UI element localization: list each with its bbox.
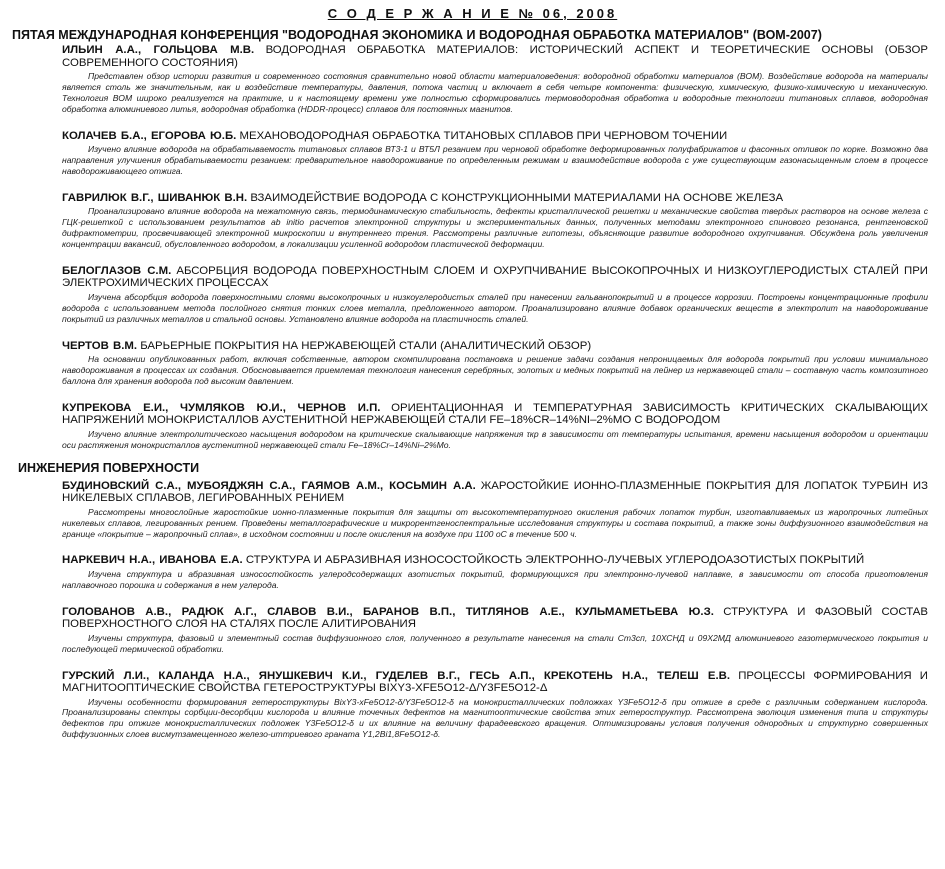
article-authors: БЕЛОГЛАЗОВ С.М. [62,264,172,277]
article-authors: НАРКЕВИЧ Н.А., ИВАНОВА Е.А. [62,554,243,567]
article-abstract: Изучено влияние водорода на обрабатываемость титановых сплавов ВТ3-1 и ВТ5Л резанием при черновой обработке деформированных полуфабрикатов и фасонных отливок по корке. Возможно два направления улучшения обрабатываемости резанием: предварительное наводороживание по определенным режимам и взаимодействие водорода с уже существующим газонасыщенным слоем в процессе наводороживающего отжига. [62,144,928,176]
section-title-conference: ПЯТАЯ МЕЖДУНАРОДНАЯ КОНФЕРЕНЦИЯ "ВОДОРОДНАЯ ЭКОНОМИКА И ВОДОРОДНАЯ ОБРАБОТКА МАТЕРИАЛОВ" (ВОМ-2007) [12,28,822,42]
article-heading [62,265,928,290]
article-title: ОРИЕНТАЦИОННАЯ И ТЕМПЕРАТУРНАЯ ЗАВИСИМОСТЬ КРИТИЧЕСКИХ СКАЛЫВАЮЩИХ НАПРЯЖЕНИЙ МОНОКРИСТАЛЛОВ АУСТЕНИТНОЙ НЕРЖАВЕЮЩЕЙ СТАЛИ FE–18%CR–14%NI–2%MO С ВОДОРОДОМ [62,401,928,427]
article-entry [62,402,928,451]
article-authors: БУДИНОВСКИЙ С.А., МУБОЯДЖЯН С.А., ГАЯМОВ А.М., КОСЬМИН А.А. [62,479,476,492]
article-entry [62,192,928,250]
article-heading [62,130,928,143]
section-title-surface-engineering: ИНЖЕНЕРИЯ ПОВЕРХНОСТИ [18,460,200,475]
article-title: СТРУКТУРА И АБРАЗИВНАЯ ИЗНОСОСТОЙКОСТЬ ЭЛЕКТРОННО-ЛУЧЕВЫХ УГЛЕРОДОАЗОТИСТЫХ ПОКРЫТИЙ [245,554,865,567]
article-heading [62,192,928,205]
article-title: БАРЬЕРНЫЕ ПОКРЫТИЯ НА НЕРЖАВЕЮЩЕЙ СТАЛИ (АНАЛИТИЧЕСКИЙ ОБЗОР) [140,339,592,352]
article-authors: ГУРСКИЙ Л.И., КАЛАНДА Н.А., ЯНУШКЕВИЧ К.И., ГУДЕЛЕВ В.Г., ГЕСЬ А.П., КРЕКОТЕНЬ Н.А., ТЕЛЕШ Е.В. [62,669,731,682]
article-authors: ЧЕРТОВ В.М. [62,339,138,352]
article-title: СТРУКТУРА И ФАЗОВЫЙ СОСТАВ ПОВЕРХНОСТНОГО СЛОЯ НА СТАЛЯХ ПОСЛЕ АЛИТИРОВАНИЯ [62,605,928,631]
article-title: ЖАРОСТОЙКИЕ ИОННО-ПЛАЗМЕННЫЕ ПОКРЫТИЯ ДЛЯ ЛОПАТОК ТУРБИН ИЗ НИКЕЛЕВЫХ СПЛАВОВ, ЛЕГИРОВАННЫХ РЕНИЕМ [62,479,928,505]
article-entry [62,606,928,655]
article-authors: КУПРЕКОВА Е.И., ЧУМЛЯКОВ Ю.И., ЧЕРНОВ И.П. [62,401,381,414]
article-entry [62,44,928,115]
article-authors: ГОЛОВАНОВ А.В., РАДЮК А.Г., СЛАВОВ В.И., БАРАНОВ В.П., ТИТЛЯНОВ А.Е., КУЛЬМАМЕТЬЕВА Ю.З. [62,605,714,618]
article-abstract: Проанализировано влияние водорода на межатомную связь, термодинамическую стабильность, дефекты кристаллической решетки и механические свойства твердых растворов на основе железа с ГЦК-решеткой с использованием результатов ab initio расчетов электронной структуры и экспериментальных данных, полученных методами электронного спинового резонанса, рентгеновской дифрактометрии, просвечивающей электронной микроскопии и внутреннего трения. Рассмотрены различные гипотезы, объясняющие развитие водородного охрупчивания. Обсуждена роль увеличения концентрации вакансий, обусловленного водородом, в локализации усиленной водородом пластической деформации. [62,206,928,250]
article-authors: ИЛЬИН А.А., ГОЛЬЦОВА М.В. [62,44,255,56]
article-heading [62,44,928,69]
article-title: ПРОЦЕССЫ ФОРМИРОВАНИЯ И МАГНИТООПТИЧЕСКИЕ СВОЙСТВА ГЕТЕРОСТРУКТУРЫ BIXY3-XFE5O12-Δ/Y3FE5O12-Δ [62,669,928,695]
article-entry [62,480,928,540]
article-title: АБСОРБЦИЯ ВОДОРОДА ПОВЕРХНОСТНЫМ СЛОЕМ И ОХРУПЧИВАНИЕ ВЫСОКОПРОЧНЫХ И НИЗКОУГЛЕРОДИСТЫХ СТАЛЕЙ ПРИ ЭЛЕКТРОХИМИЧЕСКИХ ПРОЦЕССАХ [62,264,928,290]
article-abstract: Рассмотрены многослойные жаростойкие ионно-плазменные покрытия для защиты от высокотемпературного окисления рабочих лопаток турбин, изготавливаемых из жаропрочных литейных никелевых сплавов, легированных рением. Проведены металлографические и микрорентгеноспектральные исследования структуры и состава покрытий, а также зоны диффузионного взаимодействия на границе «покрытие – жаропрочный сплав», в исходном состоянии и после окисления на воздухе при 1100 оС в течение 500 ч. [62,506,928,539]
article-abstract: Изучена абсорбция водорода поверхностными слоями высокопрочных и низкоуглеродистых сталей при нанесении гальванопокрытий и в процессе коррозии. Построены концентрационные профили водорода с использованием метода послойного снятия тонких слоев металла, предложенного автором. Проанализировано влияние добавок органических веществ в электролит на наводороживание покрытий из различных металлов и стальной основы. Установлено влияние водорода на пластичность сталей. [62,291,928,324]
article-entry [62,130,928,177]
article-abstract: Представлен обзор истории развития и современного состояния сравнительно новой области материаловедения: водородной обработки материалов (ВОМ). Воздействие водорода на материалы является столь же значительным, как и воздействие температуры, давления, потока частиц и включает в себя четыре компонента: физическую, химическую, физико-химическую и механическую. Технология ВОМ широко реализуется на практике, и к настоящему времени уже полностью сформировались термоводородная обработка и водородные технологии титановых сплавов, водородная обработка алюминиевого литья, водородная обработка (HDDR-процесс) сплавов для постоянных магнитов. [62,71,928,114]
article-heading [62,554,928,567]
article-authors: КОЛАЧЕВ Б.А., ЕГОРОВА Ю.Б. [62,129,237,142]
article-heading [62,340,928,353]
article-heading [62,670,928,695]
page-title: С О Д Е Р Ж А Н И Е № 06, 2008 [327,6,618,21]
article-authors: ГАВРИЛЮК В.Г., ШИВАНЮК В.Н. [62,191,248,204]
article-entry [62,670,928,741]
article-abstract: На основании опубликованных работ, включая собственные, автором скомпилирована постановка и решение задачи создания непроницаемых для водорода покрытий при условии минимального наводороживания в процессах их создания. Обосновывается приемлемая технология нанесения серебряных, золотых и медных покрытий на лейнер из нержавеющей стали – составную часть композитного баллона для хранения водорода под высоким давлением. [62,354,928,386]
article-heading [62,402,928,427]
article-heading [62,606,928,631]
article-title: ВЗАИМОДЕЙСТВИЕ ВОДОРОДА С КОНСТРУКЦИОННЫМИ МАТЕРИАЛАМИ НА ОСНОВЕ ЖЕЛЕЗА [250,191,784,204]
article-abstract: Изучена структура и абразивная износостойкость углеродсодержащих азотистых покрытий, формирующихся при электронно-лучевой наплавке, в зависимости от способа приготовления наплавочного порошка и содержания в нем углерода. [62,568,928,590]
article-title: МЕХАНОВОДОРОДНАЯ ОБРАБОТКА ТИТАНОВЫХ СПЛАВОВ ПРИ ЧЕРНОВОМ ТОЧЕНИИ [239,129,728,142]
article-title: ВОДОРОДНАЯ ОБРАБОТКА МАТЕРИАЛОВ: ИСТОРИЧЕСКИЙ АСПЕКТ И ТЕОРЕТИЧЕСКИЕ ОСНОВЫ (ОБЗОР СОВРЕМЕННОГО СОСТОЯНИЯ) [62,44,928,69]
article-heading [62,480,928,505]
article-entry [62,265,928,325]
article-entry [62,554,928,590]
article-abstract: Изучено влияние электролитического насыщения водородом на критические скалывающие напряжения τкр в зависимости от температуры испытания, времени насыщения водородом и ориентации оси растяжения монокристаллов аустенитной нержавеющей стали Fe–18%Cr–14%Ni–2%Mo. [62,428,928,450]
article-entry [62,340,928,387]
article-abstract: Изучены структура, фазовый и элементный состав диффузионного слоя, полученного в результате нанесения на стали Ст3сп, 10ХСНД и 09Х2МД алюминиевого газотермического покрытия и последующей термической обработки. [62,632,928,654]
article-abstract: Изучены особенности формирования гетероструктуры BixY3-xFe5O12-δ/Y3Fe5O12-δ на монокристаллических подложках Y3Fe5O12-δ при отжиге в среде с различным содержанием кислорода. Проанализированы спектры сорбции-десорбции кислорода и влияние точечных дефектов на магнитооптические свойства этих гетероструктур. Рассмотрена эволюция изменения типа и структуры дефектов при отжиге монокристаллических подложек Y3Fe5O12-δ и их влияние на величину фарадеевского вращения. Оптимизированы условия получения однородных и структурно совершенных диффузионных слоев висмутзамещенного железо-иттриевого граната Y1,2Bi1,8Fe5O12-δ. [62,696,928,740]
